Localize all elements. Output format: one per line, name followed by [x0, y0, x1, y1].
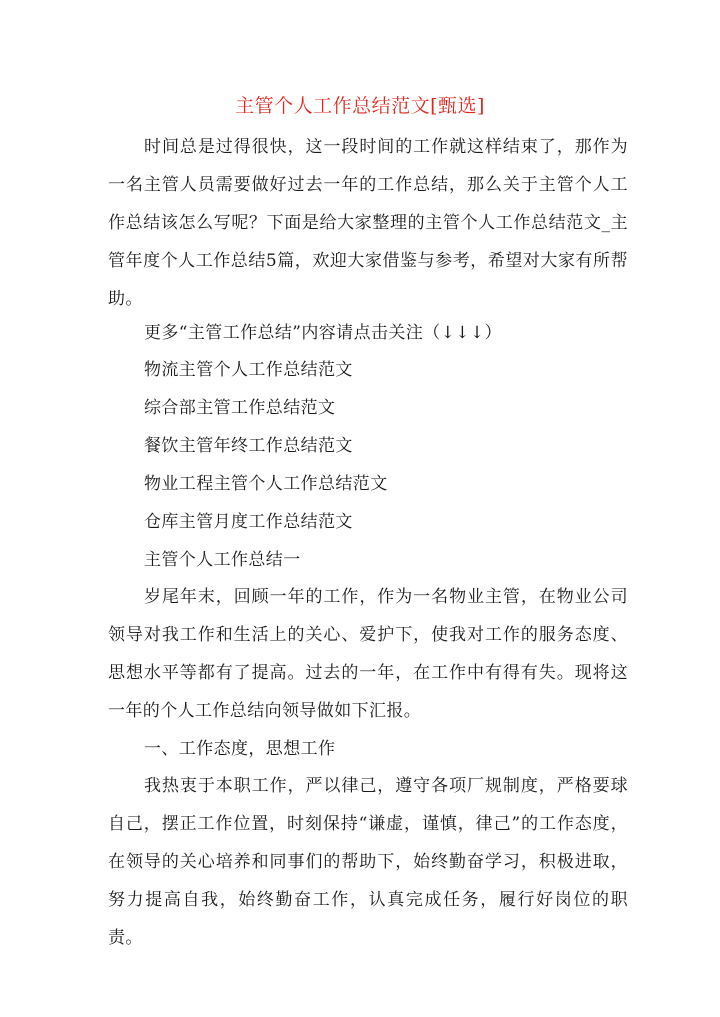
subheading-work-attitude: 一、工作态度，思想工作 — [144, 739, 336, 759]
link-property-engineering-summary[interactable]: 物业工程主管个人工作总结范文 — [144, 474, 388, 494]
document-title: 主管个人工作总结范文[甄选] — [235, 95, 485, 117]
link-logistics-summary[interactable]: 物流主管个人工作总结范文 — [144, 360, 353, 380]
intro-paragraph: 时间总是过得很快，这一段时间的工作就这样结束了，那作为一名主管人员需要做好过去一年的工作总结，那么关于主管个人工作总结该怎么写呢？下面是给大家整理的主管个人工作总结范文_主管年度个人工作总结5篇，欢迎大家借鉴与参考，希望对大家有所帮助。 — [108, 137, 628, 309]
link-general-dept-summary[interactable]: 综合部主管工作总结范文 — [144, 398, 336, 418]
section-paragraph-1: 岁尾年末，回顾一年的工作，作为一名物业主管，在物业公司领导对我工作和生活上的关心、爱护下，使我对工作的服务态度、思想水平等都有了提高。过去的一年，在工作中有得有失。现将这一年的个人工作总结向领导做如下汇报。 — [108, 587, 628, 721]
section-title: 主管个人工作总结一 — [144, 550, 301, 570]
more-content-prompt[interactable]: 更多“主管工作总结”内容请点击关注（↓↓↓） — [144, 323, 502, 343]
link-catering-summary[interactable]: 餐饮主管年终工作总结范文 — [144, 436, 353, 456]
section-paragraph-2: 我热衷于本职工作，严以律己，遵守各项厂规制度，严格要球自己，摆正工作位置，时刻保持“谦虚，谨慎，律己”的工作态度，在领导的关心培养和同事们的帮助下，始终勤奋学习，积极进取，努力提高自我，始终勤奋工作，认真完成任务，履行好岗位的职责。 — [108, 776, 628, 948]
link-warehouse-summary[interactable]: 仓库主管月度工作总结范文 — [144, 512, 353, 532]
